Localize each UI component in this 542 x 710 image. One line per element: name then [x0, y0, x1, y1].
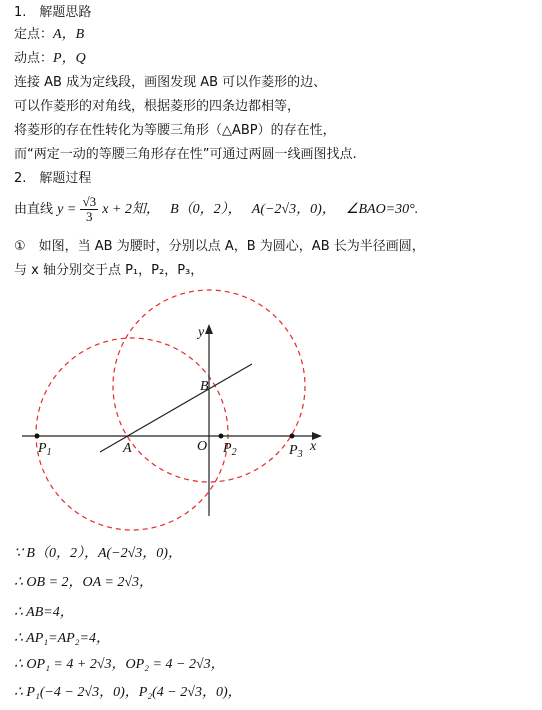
line-ab	[100, 364, 252, 452]
slope-fraction	[80, 195, 98, 224]
case1-line-2: 与 x 轴分别交于点 P₁，P₂，P₃，	[14, 263, 204, 278]
label-y: y	[198, 325, 205, 340]
fixed-points-line	[14, 26, 84, 44]
label-p2: $P_2$	[223, 441, 237, 458]
derivation-line-1: ∵ B（0，2），A(−2√3，0)，	[14, 546, 182, 561]
eq-left: y =	[57, 202, 77, 217]
eq-right: x + 2知，	[102, 202, 160, 217]
label-b: B	[200, 379, 209, 394]
moving-points: P，Q	[53, 51, 86, 66]
moving-points-line	[14, 50, 86, 68]
point-p2	[219, 434, 224, 439]
line-equation-row	[14, 194, 418, 226]
label-p3: $P_3$	[289, 443, 303, 460]
point-a-coords: A(−2√3，0)，	[251, 202, 336, 217]
label-p1: $P_1$	[38, 441, 52, 458]
frac-numerator: √3	[82, 194, 97, 209]
line-prefix: 由直线	[14, 202, 54, 217]
derivation-line-5: ∴ OP₁ = 4 + 2√3，OP₂ = 4 − 2√3，	[14, 657, 225, 672]
idea-paragraph-line-3: 将菱形的存在性转化为等腰三角形（△ABP）的存在性，	[14, 123, 336, 138]
label-x: x	[310, 439, 317, 454]
point-p3	[290, 434, 295, 439]
idea-paragraph-line-2: 可以作菱形的对角线，根据菱形的四条边都相等，	[14, 99, 301, 114]
moving-label: 动点：	[14, 51, 54, 66]
derivation-line-6: ∴ P₁(−4 − 2√3，0)，P₂(4 − 2√3，0)，	[14, 685, 242, 700]
section2-heading: 2. 解题过程	[14, 171, 92, 186]
case1-line-1: ① 如图，当 AB 为腰时，分别以点 A，B 为圆心，AB 长为半径画圆，	[14, 239, 425, 254]
angle-bao: ∠BAO=30°.	[345, 202, 419, 217]
idea-paragraph-line-4: 而“两定一动的等腰三角形存在性”可通过两圆一线画图找点.	[14, 147, 357, 162]
fixed-label: 定点：	[14, 27, 54, 42]
derivation-line-4: ∴ AP₁=AP₂=4，	[14, 631, 110, 646]
derivation-line-3: ∴ AB=4，	[14, 605, 74, 620]
idea-paragraph-line-1: 连接 AB 成为定线段，画图发现 AB 可以作菱形的边、	[14, 75, 327, 90]
point-p1	[35, 434, 40, 439]
derivation-line-2: ∴ OB = 2，OA = 2√3，	[14, 575, 154, 590]
geometry-figure	[0, 284, 542, 534]
frac-denominator: 3	[86, 209, 93, 224]
fixed-points: A，B	[53, 27, 85, 42]
y-axis-arrow	[205, 324, 213, 334]
label-a: A	[123, 441, 132, 456]
section1-heading: 1. 解题思路	[14, 5, 92, 20]
label-o: O	[197, 439, 208, 454]
point-b-coords: B（0，2），	[170, 202, 242, 217]
